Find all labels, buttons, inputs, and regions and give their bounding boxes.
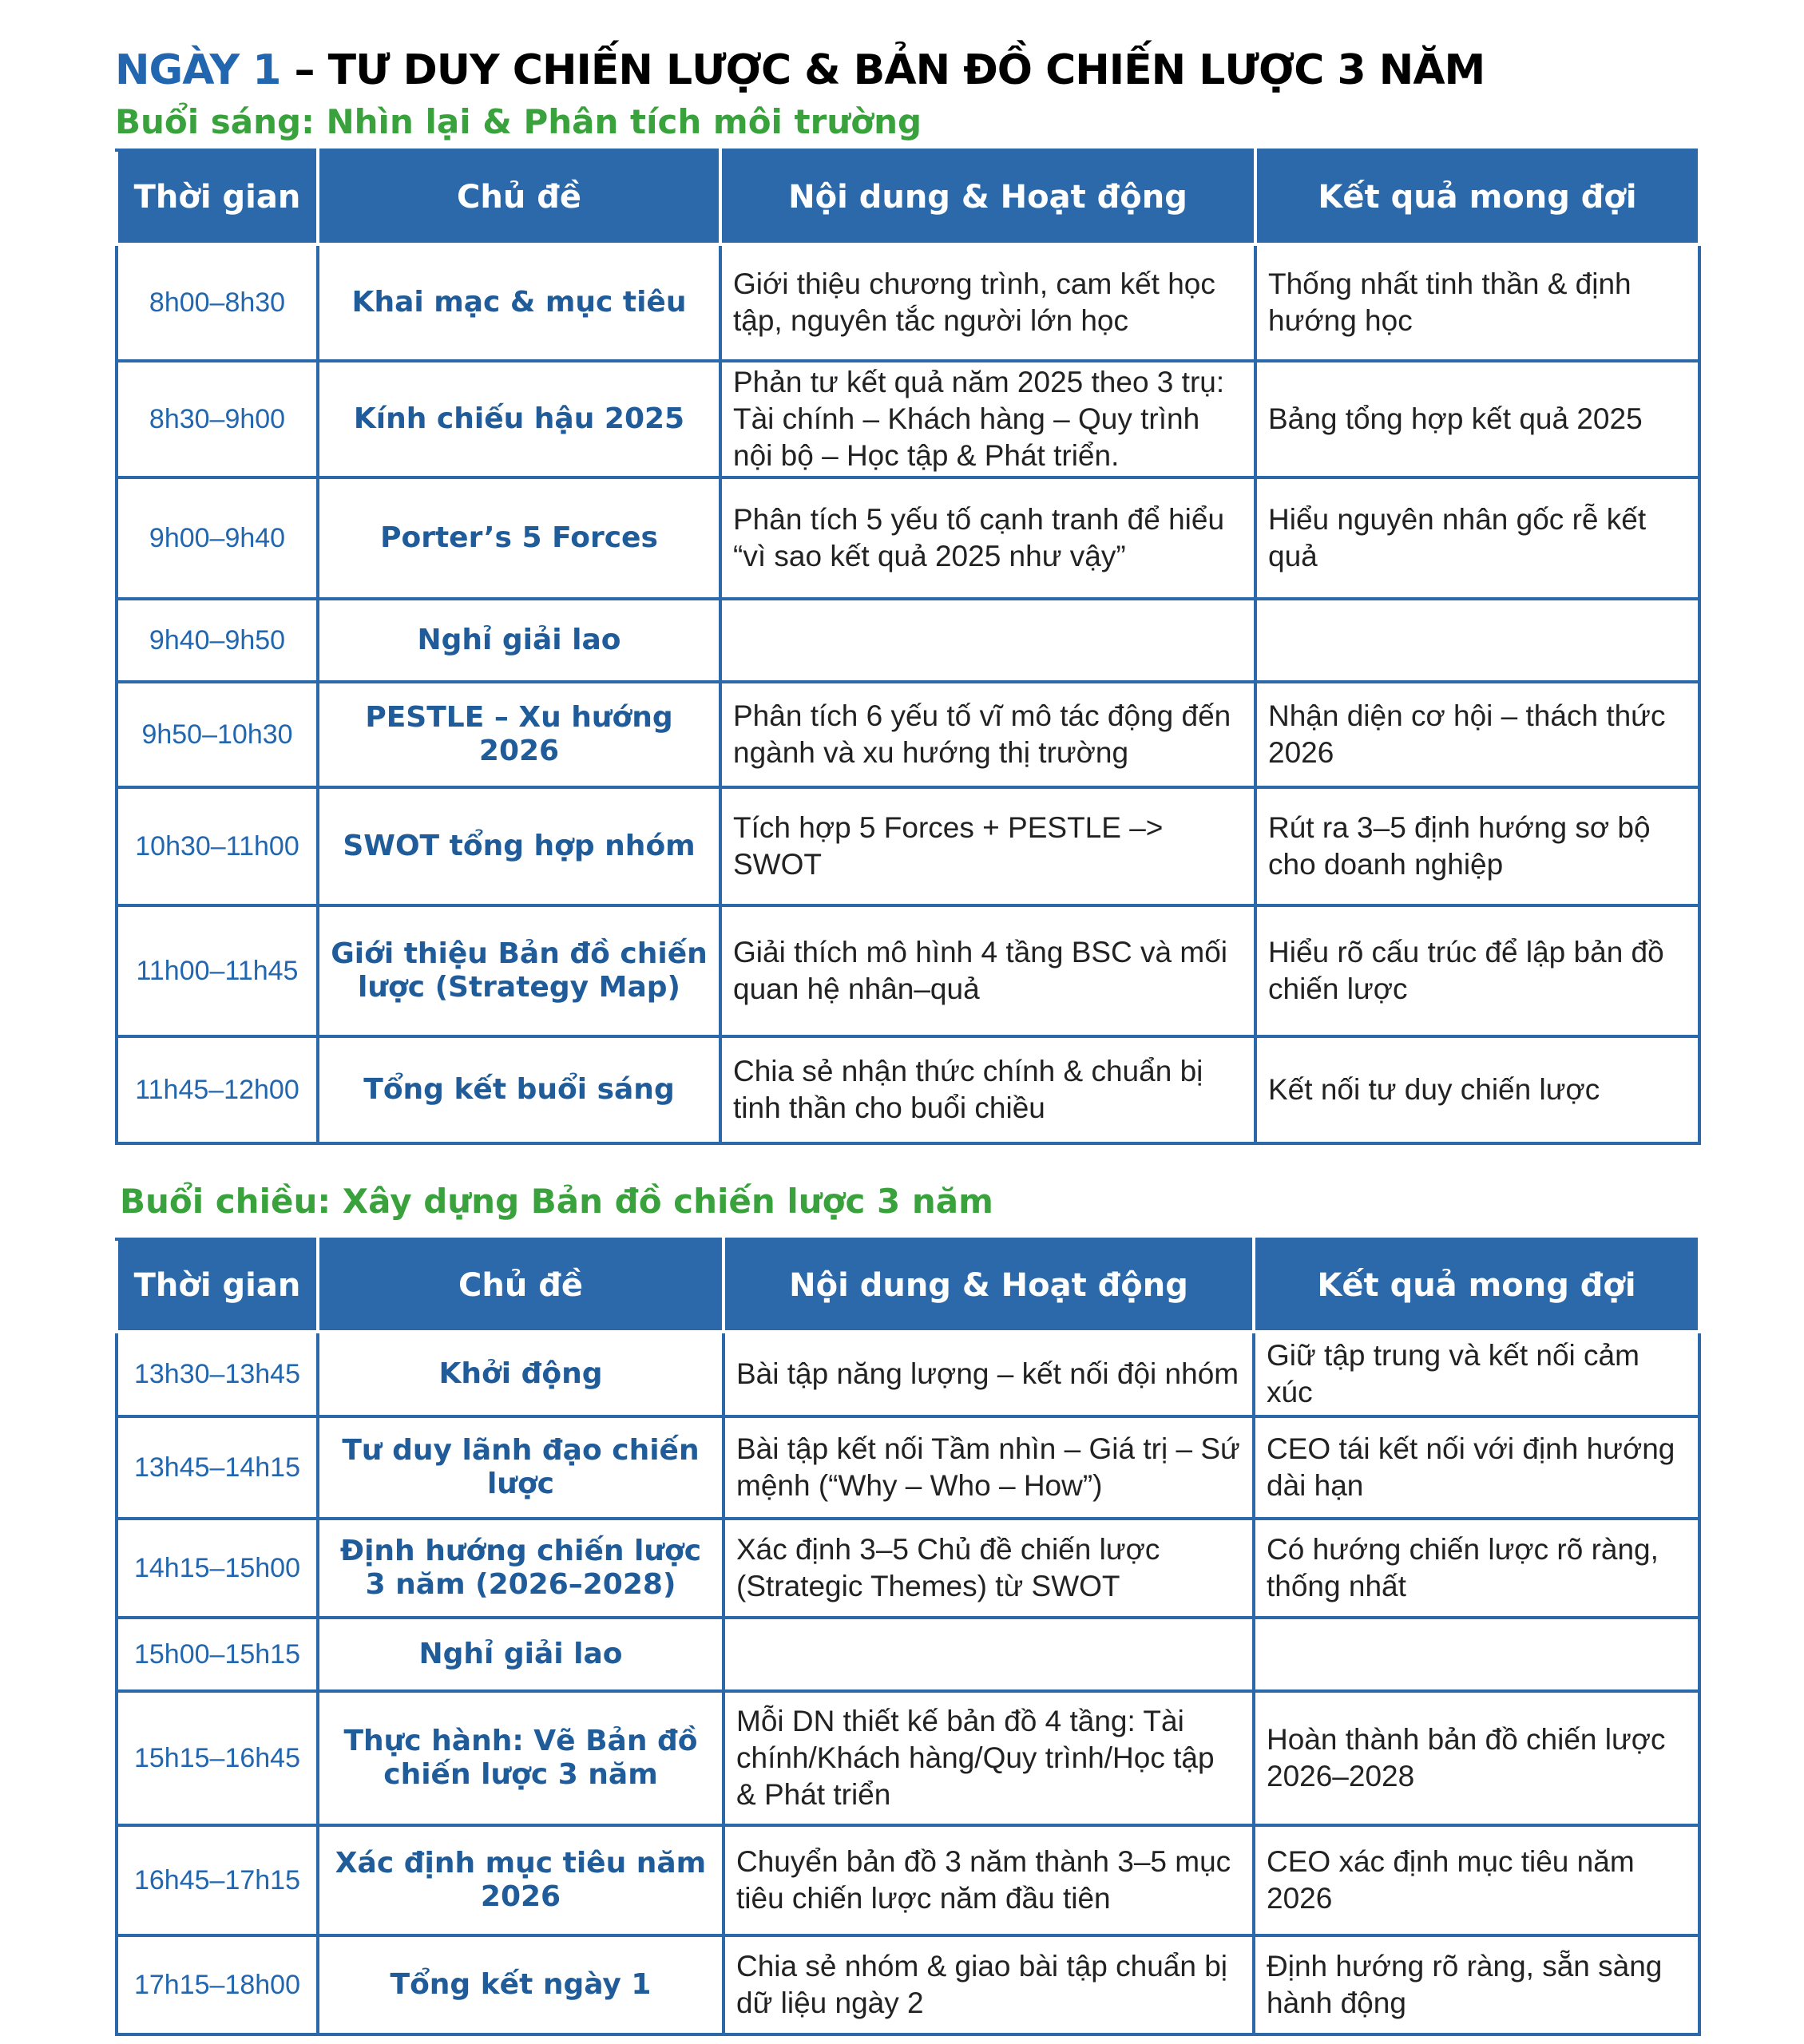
row-result: Nhận diện cơ hội – thách thức 2026 (1255, 682, 1699, 787)
row-topic: Tổng kết buổi sáng (318, 1036, 720, 1143)
row-time: 11h00–11h45 (117, 905, 318, 1036)
row-content: Chuyển bản đồ 3 năm thành 3–5 mục tiêu chiến lược năm đầu tiên (724, 1825, 1254, 1935)
row-result: Hiểu rõ cấu trúc để lập bản đồ chiến lược (1255, 905, 1699, 1036)
table-header-row (117, 150, 1699, 244)
row-time: 15h15–16h45 (117, 1691, 318, 1825)
header-topic: Chủ đề (318, 1239, 724, 1332)
row-content: Bài tập kết nối Tầm nhìn – Giá trị – Sứ mệnh (“Why – Who – How”) (724, 1416, 1254, 1519)
day-heading: – TƯ DUY CHIẾN LƯỢC & BẢN ĐỒ CHIẾN LƯỢC 3 NĂM (280, 46, 1485, 94)
row-topic: Nghỉ giải lao (318, 599, 720, 682)
row-result: CEO xác định mục tiêu năm 2026 (1254, 1825, 1699, 1935)
header-time: Thời gian (117, 150, 318, 244)
row-topic: Nghỉ giải lao (318, 1618, 724, 1691)
row-topic: Xác định mục tiêu năm 2026 (318, 1825, 724, 1935)
row-content: Giới thiệu chương trình, cam kết học tập, nguyên tắc người lớn học (720, 244, 1255, 361)
row-result: Định hướng rõ ràng, sẵn sàng hành động (1254, 1935, 1699, 2034)
table-row (117, 1519, 1699, 1618)
header-result: Kết quả mong đợi (1254, 1239, 1699, 1332)
row-time: 9h50–10h30 (117, 682, 318, 787)
row-topic: Kính chiếu hậu 2025 (318, 361, 720, 477)
afternoon-session-title: Buổi chiều: Xây dựng Bản đồ chiến lược 3 năm (120, 1182, 993, 1221)
row-topic: Tư duy lãnh đạo chiến lược (318, 1416, 724, 1519)
row-content: Chia sẻ nhóm & giao bài tập chuẩn bị dữ liệu ngày 2 (724, 1935, 1254, 2034)
table-row (117, 244, 1699, 361)
row-result: Giữ tập trung và kết nối cảm xúc (1254, 1332, 1699, 1416)
row-time: 13h30–13h45 (117, 1332, 318, 1416)
row-content (720, 599, 1255, 682)
row-topic: Thực hành: Vẽ Bản đồ chiến lược 3 năm (318, 1691, 724, 1825)
row-content: Chia sẻ nhận thức chính & chuẩn bị tinh thần cho buổi chiều (720, 1036, 1255, 1143)
table-row (117, 477, 1699, 599)
row-time: 9h40–9h50 (117, 599, 318, 682)
afternoon-schedule-table (115, 1238, 1701, 2036)
row-topic: PESTLE – Xu hướng 2026 (318, 682, 720, 787)
row-content: Phản tư kết quả năm 2025 theo 3 trụ: Tài chính – Khách hàng – Quy trình nội bộ – Học tập & Phát triển. (720, 361, 1255, 477)
row-time: 14h15–15h00 (117, 1519, 318, 1618)
row-time: 11h45–12h00 (117, 1036, 318, 1143)
row-content: Xác định 3–5 Chủ đề chiến lược (Strategic Themes) từ SWOT (724, 1519, 1254, 1618)
row-result: Có hướng chiến lược rõ ràng, thống nhất (1254, 1519, 1699, 1618)
row-time: 17h15–18h00 (117, 1935, 318, 2034)
row-content: Bài tập năng lượng – kết nối đội nhóm (724, 1332, 1254, 1416)
table-row (117, 787, 1699, 905)
row-time: 15h00–15h15 (117, 1618, 318, 1691)
row-topic: Khai mạc & mục tiêu (318, 244, 720, 361)
row-time: 9h00–9h40 (117, 477, 318, 599)
header-result: Kết quả mong đợi (1255, 150, 1699, 244)
row-result (1254, 1618, 1699, 1691)
row-content: Phân tích 5 yếu tố cạnh tranh để hiểu “vì sao kết quả 2025 như vậy” (720, 477, 1255, 599)
table-row (117, 1691, 1699, 1825)
header-time: Thời gian (117, 1239, 318, 1332)
table-row (117, 1618, 1699, 1691)
row-content (724, 1618, 1254, 1691)
table-row (117, 682, 1699, 787)
table-row (117, 1416, 1699, 1519)
row-result (1255, 599, 1699, 682)
row-topic: Định hướng chiến lược 3 năm (2026–2028) (318, 1519, 724, 1618)
day-title (115, 46, 1485, 94)
table-row (117, 361, 1699, 477)
morning-session-title: Buổi sáng: Nhìn lại & Phân tích môi trường (115, 102, 922, 141)
table-row (117, 599, 1699, 682)
row-topic: Tổng kết ngày 1 (318, 1935, 724, 2034)
row-content: Mỗi DN thiết kế bản đồ 4 tầng: Tài chính/Khách hàng/Quy trình/Học tập & Phát triển (724, 1691, 1254, 1825)
row-time: 13h45–14h15 (117, 1416, 318, 1519)
row-result: Bảng tổng hợp kết quả 2025 (1255, 361, 1699, 477)
row-result: Hoàn thành bản đồ chiến lược 2026–2028 (1254, 1691, 1699, 1825)
day-label: NGÀY 1 (115, 46, 281, 94)
row-result: Rút ra 3–5 định hướng sơ bộ cho doanh nghiệp (1255, 787, 1699, 905)
row-content: Tích hợp 5 Forces + PESTLE –> SWOT (720, 787, 1255, 905)
table-row (117, 905, 1699, 1036)
table-row (117, 1332, 1699, 1416)
row-content: Giải thích mô hình 4 tầng BSC và mối quan hệ nhân–quả (720, 905, 1255, 1036)
table-header-row (117, 1239, 1699, 1332)
row-topic: Porter’s 5 Forces (318, 477, 720, 599)
header-content: Nội dung & Hoạt động (720, 150, 1255, 244)
row-time: 16h45–17h15 (117, 1825, 318, 1935)
row-time: 8h30–9h00 (117, 361, 318, 477)
row-result: Kết nối tư duy chiến lược (1255, 1036, 1699, 1143)
row-result: Thống nhất tinh thần & định hướng học (1255, 244, 1699, 361)
row-topic: Khởi động (318, 1332, 724, 1416)
morning-schedule-table (115, 149, 1701, 1145)
table-row (117, 1825, 1699, 1935)
row-topic: SWOT tổng hợp nhóm (318, 787, 720, 905)
header-content: Nội dung & Hoạt động (724, 1239, 1254, 1332)
row-time: 8h00–8h30 (117, 244, 318, 361)
row-time: 10h30–11h00 (117, 787, 318, 905)
row-topic: Giới thiệu Bản đồ chiến lược (Strategy Map) (318, 905, 720, 1036)
row-result: CEO tái kết nối với định hướng dài hạn (1254, 1416, 1699, 1519)
header-topic: Chủ đề (318, 150, 720, 244)
table-row (117, 1036, 1699, 1143)
table-row (117, 1935, 1699, 2034)
row-result: Hiểu nguyên nhân gốc rễ kết quả (1255, 477, 1699, 599)
row-content: Phân tích 6 yếu tố vĩ mô tác động đến ngành và xu hướng thị trường (720, 682, 1255, 787)
